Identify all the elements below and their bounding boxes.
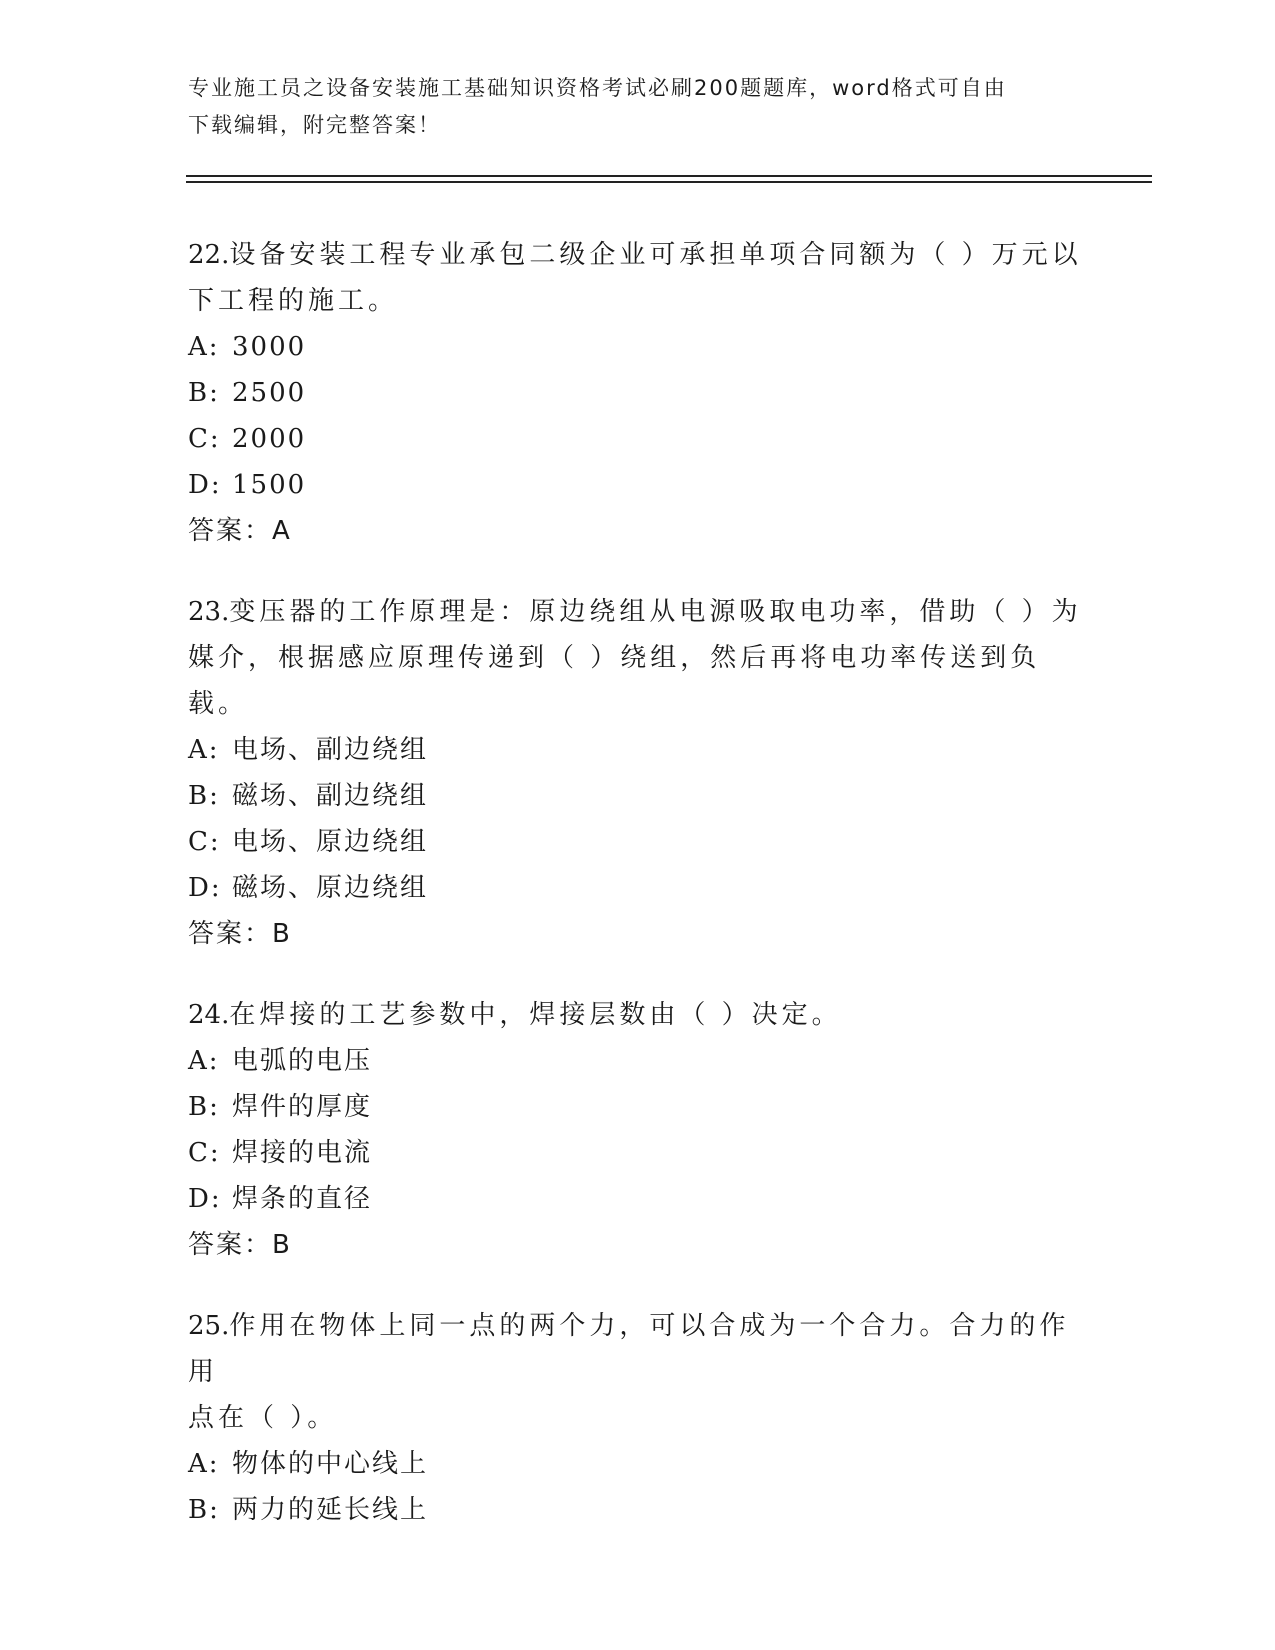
answer-option	[188, 1176, 1088, 1222]
answer-option	[188, 416, 1088, 462]
option-text: 磁场、副边绕组	[232, 781, 429, 811]
answer-option	[188, 370, 1088, 416]
question-number: 22.	[188, 240, 230, 270]
answer-option	[188, 1441, 1088, 1487]
question-stem-line	[188, 635, 1088, 727]
answer-option	[188, 1130, 1088, 1176]
option-text: 磁场、原边绕组	[232, 873, 429, 903]
question-block	[188, 589, 1088, 957]
answer-option	[188, 865, 1088, 911]
answer-option	[188, 462, 1088, 508]
option-text: 电场、原边绕组	[232, 827, 429, 857]
option-key: D:	[188, 1184, 222, 1214]
question-stem-line	[188, 589, 1088, 635]
option-key: A:	[188, 735, 220, 765]
option-text: 电弧的电压	[232, 1046, 373, 1076]
option-text: 1500	[232, 470, 307, 500]
option-key: A:	[188, 332, 220, 362]
answer-option	[188, 324, 1088, 370]
option-text: 焊条的直径	[232, 1184, 373, 1214]
answer-option	[188, 1038, 1088, 1084]
question-number: 23.	[188, 597, 230, 627]
question-stem-line	[188, 992, 1088, 1038]
question-stem-text: 点在（ ）。	[188, 1403, 338, 1433]
option-text: 3000	[232, 332, 307, 362]
option-text: 两力的延长线上	[232, 1495, 429, 1525]
option-text: 物体的中心线上	[232, 1449, 429, 1479]
option-key: B:	[188, 1092, 220, 1122]
option-key: D:	[188, 873, 222, 903]
option-key: B:	[188, 781, 220, 811]
answer-key: 答案：A	[188, 516, 292, 546]
header-rule-bottom	[186, 181, 1152, 183]
option-key: A:	[188, 1046, 220, 1076]
header-line-1: 专业施工员之设备安装施工基础知识资格考试必刷200题题库，word格式可自由	[188, 76, 1007, 100]
answer-option	[188, 773, 1088, 819]
question-stem-text: 作用在物体上同一点的两个力，可以合成为一个合力。合力的作用	[188, 1311, 1070, 1387]
answer-key: 答案：B	[188, 1230, 292, 1260]
question-stem-text: 设备安装工程专业承包二级企业可承担单项合同额为（ ）万元以	[229, 240, 1082, 270]
option-text: 焊件的厚度	[232, 1092, 373, 1122]
option-key: B:	[188, 378, 220, 408]
header-rule-top	[186, 175, 1152, 177]
question-number: 24.	[188, 1000, 230, 1030]
question-stem-line	[188, 1303, 1088, 1395]
answer-option	[188, 1084, 1088, 1130]
document-header	[188, 70, 1088, 144]
question-stem-text: 下工程的施工。	[188, 286, 399, 316]
question-stem-line	[188, 1395, 1088, 1441]
question-stem-text: 变压器的工作原理是：原边绕组从电源吸取电功率，借助（ ）为	[229, 597, 1082, 627]
question-stem-line	[188, 232, 1088, 278]
option-key: D:	[188, 470, 222, 500]
question-stem-text: 在焊接的工艺参数中，焊接层数由（ ）决定。	[229, 1000, 842, 1030]
option-key: A:	[188, 1449, 220, 1479]
question-stem-line	[188, 278, 1088, 324]
option-key: B:	[188, 1495, 220, 1525]
option-text: 2500	[232, 378, 307, 408]
question-block	[188, 992, 1088, 1268]
answer-option	[188, 727, 1088, 773]
header-line-2: 下载编辑，附完整答案！	[188, 113, 441, 137]
answer-option	[188, 819, 1088, 865]
question-stem-text: 媒介，根据感应原理传递到（ ）绕组，然后再将电功率传送到负载。	[188, 643, 1041, 719]
option-key: C:	[188, 827, 221, 857]
option-text: 2000	[232, 424, 307, 454]
answer-key: 答案：B	[188, 919, 292, 949]
question-block	[188, 232, 1088, 554]
option-key: C:	[188, 1138, 221, 1168]
answer-option	[188, 1487, 1088, 1533]
question-number: 25.	[188, 1311, 230, 1341]
option-text: 电场、副边绕组	[232, 735, 429, 765]
option-text: 焊接的电流	[232, 1138, 373, 1168]
option-key: C:	[188, 424, 221, 454]
question-list	[188, 232, 1088, 1568]
question-block	[188, 1303, 1088, 1533]
